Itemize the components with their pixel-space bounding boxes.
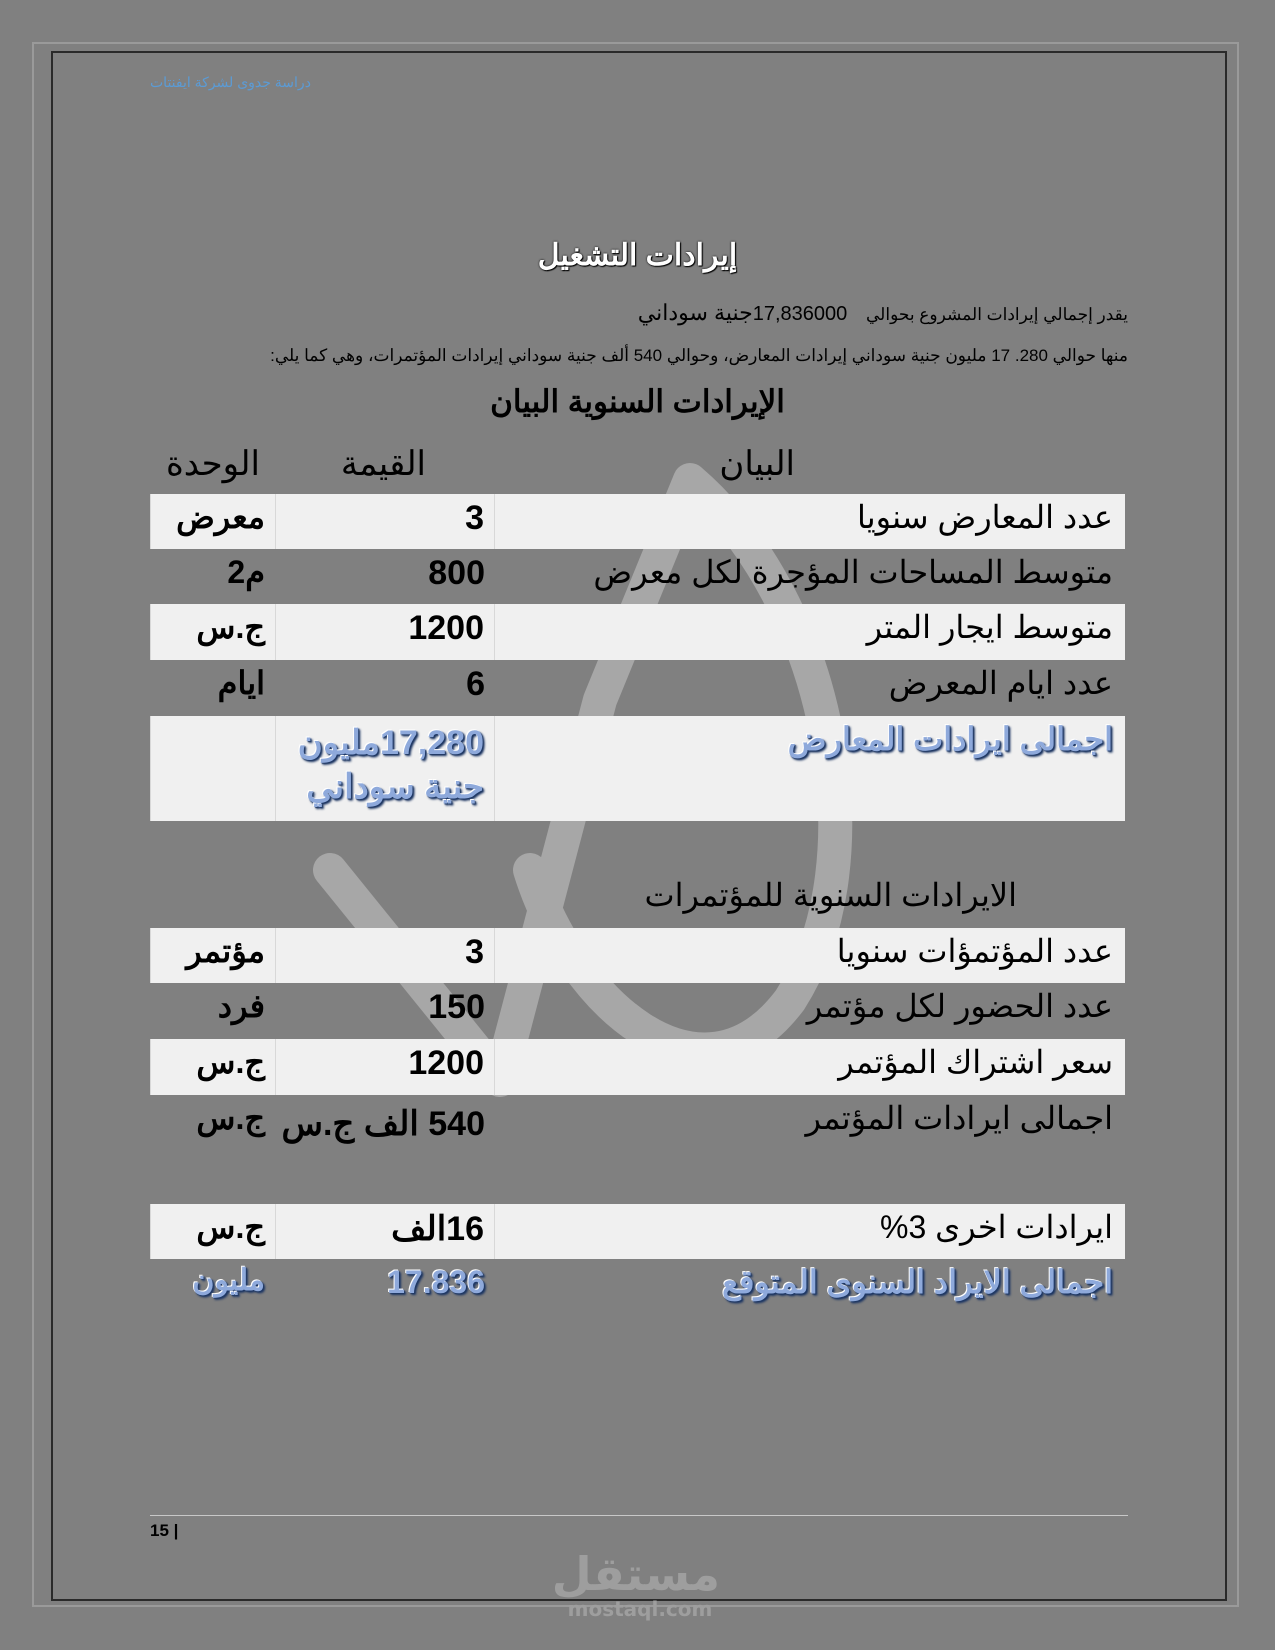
- row-unit: فرد: [217, 988, 265, 1024]
- row-value: 17.836: [387, 1264, 485, 1300]
- conferences-heading: الايرادات السنوية للمؤتمرات: [644, 877, 1017, 913]
- table-row: [150, 494, 1125, 549]
- row-label: اجمالى الايراد السنوى المتوقع: [722, 1264, 1113, 1300]
- row-value: 1200: [275, 1039, 495, 1095]
- row-value: 150: [428, 988, 485, 1026]
- row-label: سعر اشتراك المؤتمر: [838, 1044, 1113, 1080]
- row-label: متوسط ايجار المتر: [866, 609, 1113, 645]
- table-row: [150, 549, 1125, 604]
- page-title: إيرادات التشغيل: [537, 239, 738, 272]
- row-value: 1200: [275, 604, 495, 660]
- row-unit: ج.س: [150, 1039, 275, 1095]
- row-unit: ج.س: [150, 1204, 275, 1259]
- row-label: اجمالى ايرادات المعارض: [787, 721, 1113, 757]
- row-value: 540 الف ج.س: [281, 1105, 485, 1143]
- row-unit: ايام: [217, 665, 265, 701]
- row-value: 800: [428, 554, 485, 592]
- row-label: متوسط المساحات المؤجرة لكل معرض: [593, 554, 1113, 590]
- column-header-unit: الوحدة: [165, 445, 260, 483]
- table-row-total-exhibitions: [150, 716, 1125, 821]
- intro-prefix: يقدر إجمالي إيرادات المشروع بحوالي: [866, 305, 1128, 324]
- row-unit: م2: [227, 554, 265, 590]
- running-header: دراسة جدوى لشركة ايفنتات: [150, 74, 311, 90]
- intro-line-1: [638, 300, 1128, 326]
- row-value: 17,280مليون جنية سوداني: [275, 716, 495, 821]
- table-row: [150, 604, 1125, 660]
- row-value: 3: [275, 928, 495, 983]
- row-label: عدد المؤتمؤات سنويا: [836, 933, 1113, 969]
- row-unit: مليون: [192, 1264, 265, 1297]
- row-label: عدد ايام المعرض: [888, 665, 1113, 701]
- table-row: [150, 1204, 1125, 1259]
- site-logo: [551, 1547, 720, 1621]
- row-label: عدد المعارض سنويا: [856, 499, 1113, 535]
- table-row: [150, 1095, 1125, 1204]
- table-row-grand-total: [150, 1259, 1125, 1319]
- column-header-statement: البيان: [719, 445, 795, 483]
- table-heading: الإيرادات السنوية البيان: [490, 384, 785, 419]
- row-label: عدد الحضور لكل مؤتمر: [806, 988, 1113, 1024]
- row-value: 3: [275, 494, 495, 549]
- table-row: [150, 1039, 1125, 1095]
- table-row: [150, 983, 1125, 1039]
- row-value: 16الف: [275, 1204, 495, 1259]
- intro-line-2: منها حوالي 280. 17 مليون جنية سوداني إيرادات المعارض، وحوالي 540 ألف جنية سوداني إيرادات المؤتمرات، وهي كما يلي:: [270, 346, 1128, 365]
- row-unit: [150, 716, 275, 821]
- row-label: ايرادات اخرى 3%: [879, 1209, 1113, 1245]
- intro-amount: 17,836000: [752, 303, 848, 325]
- row-unit: معرض: [150, 494, 275, 549]
- footer-divider: [150, 1515, 1128, 1516]
- row-unit: مؤتمر: [150, 928, 275, 983]
- intro-currency: جنية سوداني: [637, 300, 753, 325]
- page-number: 15 |: [150, 1521, 179, 1540]
- logo-latin-text: mostaql.com: [567, 1597, 713, 1621]
- row-label: اجمالى ايرادات المؤتمر: [805, 1100, 1113, 1136]
- row-unit: ج.س: [196, 1100, 265, 1136]
- row-unit: ج.س: [150, 604, 275, 660]
- document-page: [51, 51, 1227, 1601]
- column-header-value: القيمة: [340, 445, 426, 483]
- table-row: [150, 660, 1125, 716]
- logo-arabic-text: مستقل: [551, 1547, 720, 1601]
- row-value: 6: [466, 665, 485, 703]
- table-row: [150, 928, 1125, 983]
